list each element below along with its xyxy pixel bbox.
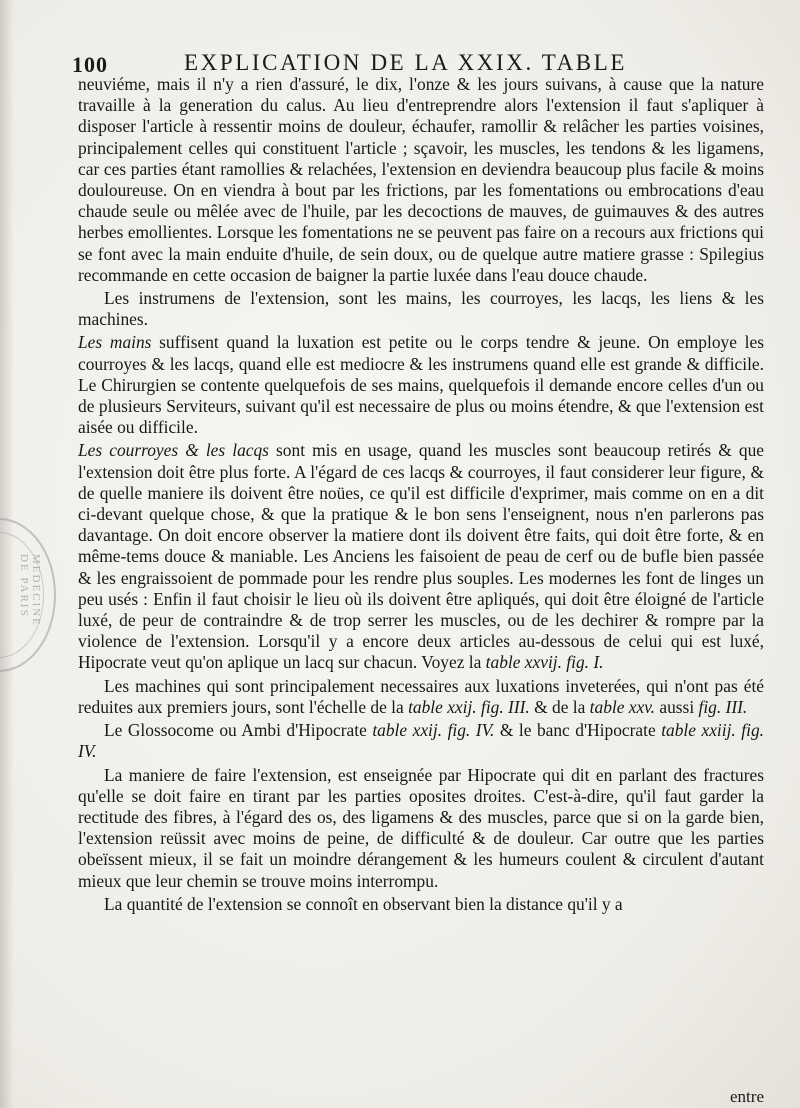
paragraph-text: suffisent quand la luxation est petite ou le corps tendre & jeune. On employe les courroyes & les lacqs, quand elle est mediocre & les instrumens quand elle est grande & difficile. Le Chirurgien se contente quelquefois de ses mains, quelquefois il demande encore celles d'un ou de plusieurs Serviteurs, suivant qu'il est necessaire de plus ou moins étendre, & que l'extension est aisée ou difficile.: [78, 332, 764, 438]
italic-text: table xxv.: [589, 696, 656, 717]
paragraph: [78, 440, 764, 673]
paragraph-text: neuviéme, mais il n'y a rien d'assuré, le dix, l'onze & les jours suivans, à cause que la nature travaille à la generation du calus. Au lieu d'entreprendre alors l'extension il faut s'apliquer à disposer l'article à ressentir moins de douleur, échaufer, ramollir & relâcher les parties voisines, principalement celles qui constituent l'article ; sçavoir, les muscles, les tendons & les ligamens, car ces parties étant ramollies & relachées, l'extension en deviendra beaucoup plus facile & moins douloureuse. On en viendra à bout par les frictions, par les fomentations ou embrocations d'eau chaude seule ou mêlée avec de l'huile, par les decoctions de mauves, de guimauves & des autres herbes emollientes. Lorsque les fomentations ne se peuvent pas faire on a recours aux frictions qui se font avec la main enduite d'huile, de sein doux, ou de quelque autre matiere grasse : Spilegius recommande en cette occasion de baigner la partie luxée dans l'eau douce chaude.: [78, 74, 764, 285]
paragraph: [78, 676, 764, 718]
italic-text: Les mains: [78, 332, 152, 353]
italic-text: table xxiij. fig. IV.: [78, 720, 764, 762]
paragraph-text: aussi: [655, 696, 699, 717]
italic-text: table xxvij. fig. I.: [485, 652, 604, 673]
paragraph: [78, 288, 764, 330]
paragraph: [78, 74, 764, 286]
italic-text: table xxij. fig. IV.: [372, 720, 495, 741]
paragraph-text: La quantité de l'extension se connoît en observant bien la distance qu'il y a: [104, 893, 623, 914]
library-stamp-text: MEDECINE DE PARIS: [18, 554, 42, 627]
body-text: [78, 74, 764, 915]
paragraph-text: & le banc d'Hipocrate: [494, 720, 662, 741]
paragraph: [78, 720, 764, 762]
italic-text: table xxij. fig. III.: [408, 696, 530, 717]
library-stamp: [0, 518, 56, 672]
paragraph-text: Les instrumens de l'extension, sont les mains, les courroyes, les lacqs, les liens & les machines.: [78, 288, 764, 330]
page-number: 100: [72, 52, 108, 77]
paragraph-text: Les machines qui sont principalement necessaires aux luxations inveterées, qui n'ont pas été reduites aux premiers jours, sont l'échelle de la: [78, 675, 764, 717]
italic-text: fig. III.: [698, 696, 748, 717]
italic-text: Les courroyes & les lacqs: [78, 440, 269, 461]
catchword: entre: [730, 1087, 764, 1106]
paragraph-text: & de la: [529, 696, 590, 717]
paragraph: [78, 332, 764, 438]
paragraph-text: La maniere de faire l'extension, est enseignée par Hipocrate qui dit en parlant des fractures qu'elle se doit faire en tirant par les parties oposites droites. C'est-à-dire, qu'il faut garder la rectitude des fibres, à l'égard des os, des ligamens & des muscles, parce que si on la garde bien, l'extension reüssit avec moins de peine, de difficulté & de douleur. Car outre que les parties obeïssent mieux, il se fait un moindre dérangement & les humeurs coulent & circulent d'autant mieux que leur chemin se trouve moins interrompu.: [78, 764, 764, 891]
paragraph-text: Le Glossocome ou Ambi d'Hipocrate: [104, 720, 373, 741]
running-title: EXPLICATION DE LA XXIX. TABLE: [184, 50, 628, 75]
paragraph: [78, 765, 764, 892]
paragraph: [78, 894, 764, 915]
paragraph-text: sont mis en usage, quand les muscles sont beaucoup retirés & que l'extension doit être plus forte. A l'égard de ces lacqs & courroyes, il faut considerer leur figure, & de quelle maniere ils doivent être noües, ce qu'il est difficile d'exprimer, mais comme on en a dit ci-devant quelque chose, & que la pratique & le bon sens l'enseignent, nous n'en parlerons pas davantage. On doit encore observer la matiere dont ils doivent être faits, qui doit être forte, & en même-tems douce & maniable. Les Anciens les faisoient de peau de cerf ou de bufle bien passée & les engraissoient de pommade pour les rendre plus souples. Les modernes les font de linges un peu usés : Enfin il faut choisir le lieu où ils doivent être apliqués, qui doit être éloigné de l'article luxé, de peur de contraindre & de trop serrer les muscles, ou de les dechirer & rompre par la violence de l'extension. Lorsqu'il y a encore deux articles au-dessous de celui qui est luxé, Hipocrate veut qu'on aplique un lacq sur chacun. Voyez la: [78, 440, 764, 673]
